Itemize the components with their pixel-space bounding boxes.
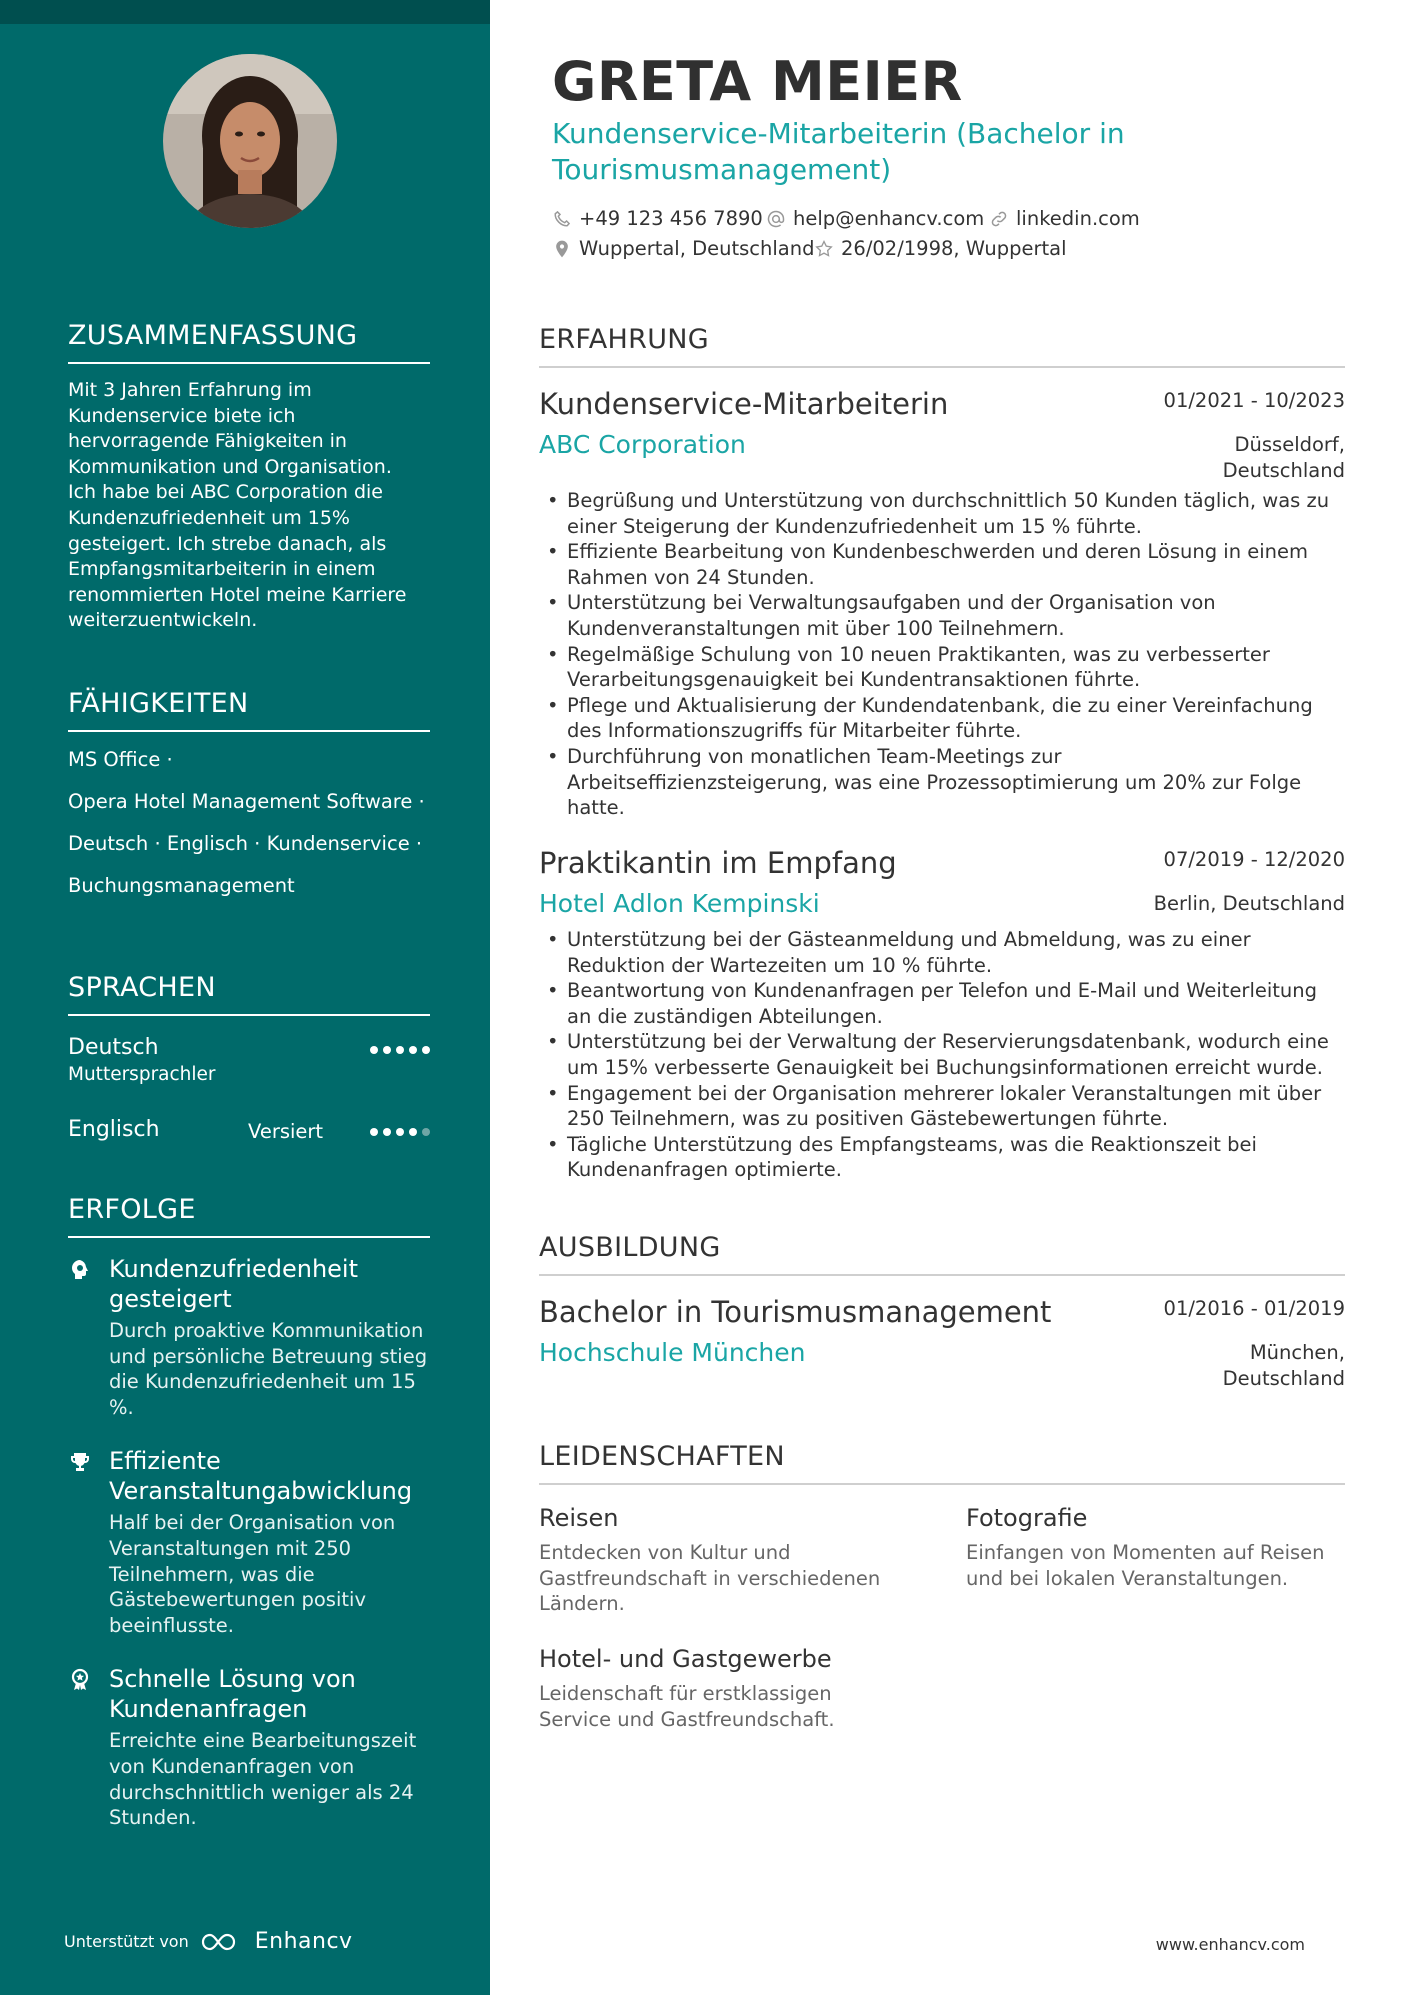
bullet-line: Arbeitseffizienzsteigerung, was eine Prozessoptimierung um 20% zur Folge — [567, 770, 1302, 794]
achievement-desc-line: durchschnittlich weniger als 24 — [109, 1780, 414, 1804]
achievement-title-line: Schnelle Lösung von — [109, 1665, 356, 1694]
bullet-line: • Beantwortung von Kundenanfragen per Telefon und E-Mail und Weiterleitung — [567, 979, 1318, 1003]
summary-heading: ZUSAMMENFASSUNG — [68, 320, 430, 364]
passion-desc-line: Entdecken von Kultur und — [539, 1541, 791, 1564]
achievement-desc-line: Erreichte eine Bearbeitungszeit — [109, 1729, 417, 1753]
rating-dot — [396, 1128, 404, 1136]
bullet-line: 250 Teilnehmern, was zu positiven Gästebewertungen führte. — [567, 1107, 1169, 1131]
sidebar — [0, 0, 490, 1995]
bullet-line: • Engagement bei der Organisation mehrerer lokaler Veranstaltungen mit über — [567, 1081, 1322, 1105]
job-location-line: Deutschland — [1222, 458, 1345, 482]
passion-desc-line: Leidenschaft für erstklassigen — [539, 1682, 832, 1705]
achievement-desc-line: Gästebewertungen positiv — [109, 1588, 366, 1612]
job-bullet — [539, 1132, 1345, 1183]
summary-section — [68, 320, 430, 634]
powered-by-label: Unterstützt von — [64, 1932, 189, 1951]
website-footer[interactable]: www.enhancv.com — [1155, 1935, 1305, 1954]
bullet-line: • Unterstützung bei der Verwaltung der Reservierungsdatenbank, wodurch eine — [567, 1030, 1329, 1054]
rating-dot — [422, 1128, 430, 1136]
achievement-item — [68, 1254, 430, 1420]
rating-dot — [383, 1128, 391, 1136]
rating-dot — [370, 1128, 378, 1136]
bullet-line: Kundenveranstaltungen mit über 100 Teilnehmern. — [567, 616, 1065, 640]
bullet-line: • Pflege und Aktualisierung der Kundendatenbank, die zu einer Vereinfachung — [567, 693, 1313, 717]
summary-line: renommierten Hotel meine Karriere — [68, 583, 407, 606]
education-heading: AUSBILDUNG — [539, 1232, 1345, 1276]
summary-line: Ich habe bei ABC Corporation die — [68, 481, 383, 504]
summary-line: gesteigert. Ich strebe danach, als — [68, 532, 387, 555]
job-bullet — [539, 744, 1345, 821]
job-company: ABC Corporation — [539, 430, 746, 459]
job-date: 01/2021 - 10/2023 — [1163, 389, 1345, 412]
birth-text: 26/02/1998, Wuppertal — [841, 237, 1067, 260]
avatar — [163, 54, 337, 228]
trophy-icon — [68, 1450, 92, 1474]
education-degree: Bachelor in Tourismusmanagement — [539, 1295, 1052, 1329]
achievement-title-line: gesteigert — [109, 1285, 232, 1313]
job-bullet — [539, 1029, 1345, 1080]
location-pin-icon — [552, 239, 572, 259]
achievement-item — [68, 1446, 430, 1638]
summary-text — [68, 378, 430, 634]
job-title: Praktikantin im Empfang — [539, 846, 897, 880]
language-item — [68, 1034, 430, 1090]
language-name: Deutsch — [68, 1035, 159, 1060]
bullet-line: • Durchführung von monatlichen Team-Meetings zur — [567, 744, 1062, 768]
achievement-title — [109, 1254, 430, 1314]
achievement-desc-line: von Kundenanfragen von — [109, 1754, 355, 1778]
skill-line: Buchungsmanagement — [68, 874, 295, 897]
bullet-line: • Unterstützung bei der Gästeanmeldung und Abmeldung, was zu einer — [567, 928, 1251, 951]
email-text: help@enhancv.com — [793, 207, 985, 230]
skills-list — [68, 746, 430, 898]
job-title: Kundenservice-Mitarbeiterin — [539, 387, 949, 421]
job-bullet — [539, 1081, 1345, 1132]
job-location-line: Berlin, Deutschland — [1153, 892, 1345, 915]
rating-dot — [422, 1046, 430, 1054]
star-icon — [814, 239, 834, 259]
bullet-line: an die zuständigen Abteilungen. — [567, 1004, 883, 1028]
bullet-line: Kundenanfragen optimierte. — [567, 1158, 842, 1182]
language-rating — [370, 1046, 430, 1054]
achievement-title-line: Kundenzufriedenheit — [109, 1255, 358, 1283]
bullet-line: einer Steigerung der Kundenzufriedenheit um 15 % führte. — [567, 514, 1142, 538]
summary-line: Empfangsmitarbeiterin in einem — [68, 558, 376, 581]
language-name: Englisch — [68, 1117, 160, 1142]
rating-dot — [370, 1046, 378, 1054]
summary-line: Kundenzufriedenheit um 15% — [68, 506, 350, 529]
job-date: 07/2019 - 12/2020 — [1163, 848, 1345, 871]
achievement-item — [68, 1664, 430, 1830]
passion-description — [966, 1540, 1346, 1591]
job-location — [1154, 891, 1345, 917]
achievement-desc-line: Teilnehmern, was die — [109, 1562, 315, 1586]
passion-desc-line: Service und Gastfreundschaft. — [539, 1707, 835, 1731]
achievement-description — [109, 1510, 430, 1638]
skills-heading: FÄHIGKEITEN — [68, 688, 430, 732]
skill-line: Opera Hotel Management Software · — [68, 790, 425, 813]
rating-dot — [409, 1128, 417, 1136]
candidate-headline — [552, 116, 1172, 188]
bullet-line: • Tägliche Unterstützung des Empfangsteams, was die Reaktionszeit bei — [567, 1132, 1257, 1156]
achievement-title-line: Veranstaltungabwicklung — [109, 1477, 413, 1506]
passions-heading: LEIDENSCHAFTEN — [539, 1441, 1345, 1485]
passion-desc-line: Gastfreundschaft in verschiedenen — [539, 1566, 881, 1590]
job-company: Hotel Adlon Kempinski — [539, 889, 820, 918]
achievements-heading: ERFOLGE — [68, 1194, 430, 1238]
contact-website[interactable] — [989, 207, 1140, 231]
head-gear-icon — [68, 1258, 92, 1282]
education-location — [1223, 1340, 1345, 1391]
bullet-line: des Informationszugriffs für Mitarbeiter führte. — [567, 719, 1022, 743]
achievement-desc-line: die Kundenzufriedenheit um 15 — [109, 1370, 416, 1394]
achievement-desc-line: Stunden. — [109, 1806, 197, 1830]
contact-birth — [814, 237, 1067, 261]
summary-line: Kundenservice biete ich — [68, 404, 296, 427]
job-bullet — [539, 927, 1345, 978]
bullet-line: • Regelmäßige Schulung von 10 neuen Praktikanten, was zu verbesserter — [567, 642, 1270, 666]
rating-dot — [409, 1046, 417, 1054]
achievement-desc-line: %. — [109, 1395, 134, 1419]
rating-dot — [396, 1046, 404, 1054]
language-level: Versiert — [248, 1120, 324, 1143]
languages-section — [68, 972, 430, 1198]
bullet-line: hatte. — [567, 796, 625, 820]
achievement-desc-line: und persönliche Betreuung stieg — [109, 1344, 428, 1368]
passion-desc-line: Ländern. — [539, 1592, 625, 1616]
sidebar-top-bar — [0, 0, 490, 24]
achievement-desc-line: Half bei der Organisation von — [109, 1511, 396, 1535]
phone-icon — [552, 209, 572, 229]
headline-line: Tourismusmanagement) — [552, 153, 892, 186]
achievement-description — [109, 1728, 430, 1830]
passion-title: Hotel- und Gastgewerbe — [539, 1645, 832, 1673]
contact-location — [552, 237, 815, 261]
language-item — [68, 1116, 430, 1172]
headline-line: Kundenservice-Mitarbeiterin (Bachelor in — [552, 117, 1125, 150]
passion-description — [539, 1540, 919, 1617]
summary-line: Kommunikation und Organisation. — [68, 455, 392, 478]
job-bullets — [539, 927, 1345, 1183]
powered-by — [64, 1929, 353, 1954]
achievement-title — [109, 1664, 430, 1724]
medal-icon — [68, 1668, 92, 1692]
education-date: 01/2016 - 01/2019 — [1163, 1297, 1345, 1320]
passion-title: Fotografie — [966, 1504, 1088, 1532]
achievement-description — [109, 1318, 430, 1420]
education-school: Hochschule München — [539, 1338, 806, 1367]
bullet-line: Verarbeitungsgenauigkeit bei Kundentransaktionen führte. — [567, 668, 1141, 692]
achievement-title-line: Kundenanfragen — [109, 1695, 308, 1724]
main-content — [490, 0, 1410, 1995]
bullet-line: • Begrüßung und Unterstützung von durchschnittlich 50 Kunden täglich, was zu — [567, 489, 1330, 512]
job-bullet — [539, 590, 1345, 641]
languages-heading: SPRACHEN — [68, 972, 430, 1016]
bullet-line: • Unterstützung bei Verwaltungsaufgaben und der Organisation von — [567, 591, 1216, 615]
job-bullet — [539, 693, 1345, 744]
education-location-line: München, — [1249, 1341, 1345, 1364]
passion-desc-line: Einfangen von Momenten auf Reisen — [966, 1541, 1325, 1564]
language-note: Muttersprachler — [68, 1064, 216, 1085]
enhancv-brand: Enhancv — [254, 1929, 353, 1954]
skills-section — [68, 688, 430, 916]
candidate-name: GRETA MEIER — [552, 50, 963, 113]
link-icon — [989, 209, 1009, 229]
passion-desc-line: und bei lokalen Veranstaltungen. — [966, 1566, 1289, 1590]
bullet-line: um 15% verbesserte Genauigkeit bei Buchungsinformationen erreicht wurde. — [567, 1055, 1323, 1079]
experience-heading: ERFAHRUNG — [539, 324, 1345, 368]
skill-line: Deutsch · Englisch · Kundenservice · — [68, 832, 423, 855]
passion-description — [539, 1681, 919, 1732]
skill-line: MS Office · — [68, 748, 173, 771]
job-bullet — [539, 488, 1345, 539]
achievement-title-line: Effiziente — [109, 1447, 221, 1476]
location-text: Wuppertal, Deutschland — [579, 237, 815, 260]
education-location-line: Deutschland — [1222, 1366, 1345, 1390]
website-text: linkedin.com — [1016, 207, 1140, 230]
bullet-line: • Effiziente Bearbeitung von Kundenbeschwerden und deren Lösung in einem — [567, 540, 1309, 564]
bullet-line: Reduktion der Wartezeiten um 10 % führte. — [567, 953, 993, 977]
job-bullet — [539, 978, 1345, 1029]
achievement-desc-line: beeinflusste. — [109, 1613, 234, 1637]
contact-phone — [552, 207, 763, 231]
achievement-desc-line: Veranstaltungen mit 250 — [109, 1536, 352, 1560]
bullet-line: Rahmen von 24 Stunden. — [567, 565, 815, 589]
achievement-title — [109, 1446, 430, 1506]
achievements-section — [68, 1194, 430, 1857]
contact-email[interactable] — [766, 207, 984, 231]
job-location — [1223, 432, 1345, 483]
passion-title: Reisen — [539, 1504, 619, 1532]
language-rating — [370, 1128, 430, 1136]
job-location-line: Düsseldorf, — [1234, 433, 1345, 456]
enhancv-logo-icon — [199, 1930, 245, 1954]
job-bullet — [539, 642, 1345, 693]
at-icon — [766, 209, 786, 229]
summary-line: Mit 3 Jahren Erfahrung im — [68, 379, 312, 401]
job-bullet — [539, 539, 1345, 590]
job-bullets — [539, 488, 1345, 821]
achievement-desc-line: Durch proaktive Kommunikation — [109, 1319, 424, 1342]
summary-line: hervorragende Fähigkeiten in — [68, 430, 347, 453]
summary-line: weiterzuentwickeln. — [68, 609, 258, 632]
phone-text: +49 123 456 7890 — [579, 207, 763, 230]
rating-dot — [383, 1046, 391, 1054]
